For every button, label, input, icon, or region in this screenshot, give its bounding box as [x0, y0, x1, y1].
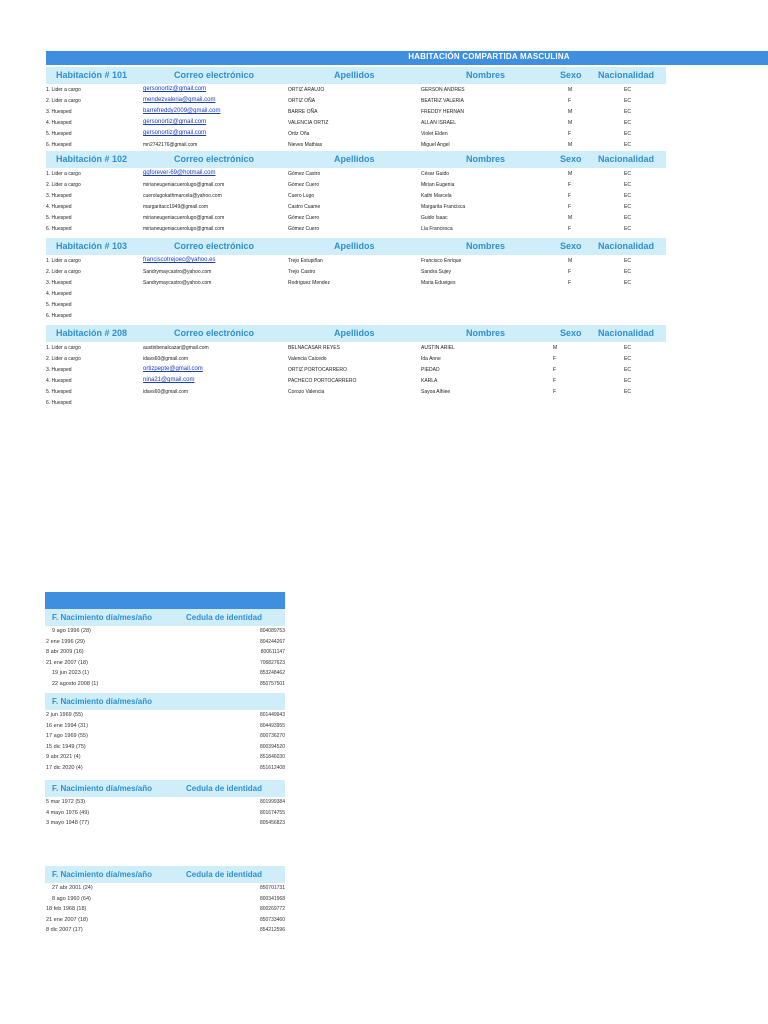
room-header — [46, 325, 666, 342]
cell-sexo: F — [568, 193, 572, 199]
cell-nombres: Maria Eduviges — [421, 280, 456, 286]
cell-nombres: Violet Elden — [421, 131, 448, 137]
birth-row — [45, 732, 285, 743]
cell-rol: 3. Huesped — [46, 109, 72, 115]
cell-sexo: F — [568, 98, 572, 104]
cell-nombres: Sandra Sujey — [421, 269, 452, 275]
header-correo: Correo electrónico — [174, 328, 255, 338]
cell-nombres: Margarita Francisca — [421, 204, 466, 210]
cell-nombres: BEATRIZ VALERIA — [421, 98, 464, 104]
cell-rol: 6. Huesped — [46, 313, 72, 319]
cell-apellidos: Nieves Mathias — [288, 142, 323, 148]
cell-cedula: 801449943 — [259, 712, 285, 718]
email-link[interactable]: nina21@gmail.com — [143, 377, 195, 383]
cell-nacionalidad: EC — [624, 182, 631, 188]
email-link[interactable]: ggforever-69@hotmail.com — [143, 170, 216, 176]
cell-apellidos: Valencia Caicedo — [288, 356, 327, 362]
header-sexo: Sexo — [560, 241, 582, 251]
cell-sexo: F — [568, 182, 572, 188]
cell-cedula: 850757501 — [259, 680, 285, 687]
cell-sexo: M — [568, 109, 573, 115]
cell-rol: 4. Huesped — [46, 291, 72, 297]
cell-nacionalidad: EC — [624, 215, 631, 221]
cell-fecha: 17 ago 1969 (55) — [46, 733, 88, 739]
cell-fecha: 8 ago 1960 (64) — [52, 895, 91, 902]
table-row — [46, 376, 666, 387]
cell-rol: 3. Huesped — [46, 280, 72, 286]
cell-nombres: Miguel Angel — [421, 142, 450, 148]
birth-row — [45, 926, 285, 937]
table-row — [46, 85, 666, 96]
birth-row — [45, 648, 285, 659]
table-row — [46, 118, 666, 129]
email-link[interactable]: gersonortiz@gmail.com — [143, 86, 207, 92]
cell-rol: 4. Huesped — [46, 120, 72, 126]
birth-row — [45, 627, 285, 638]
header-cedula: Cedula de identidad — [186, 784, 263, 793]
room-label: Habitación # 208 — [56, 328, 128, 338]
cell-rol: 2. Lider a cargo — [46, 356, 81, 362]
cell-rol: 2. Lider a cargo — [46, 98, 81, 104]
cell-sexo: F — [553, 367, 557, 373]
cell-fecha: 18 feb 1968 (18) — [46, 906, 87, 912]
cell-cedula: 801674755 — [259, 809, 285, 816]
birth-row — [45, 669, 285, 680]
cell-apellidos: Cuero Lugo — [288, 193, 315, 199]
cell-apellidos: Ortiz Oña — [288, 131, 310, 137]
cell-apellidos: Trejo Castro — [288, 269, 316, 275]
cell-rol: 5. Huesped — [46, 215, 72, 221]
header-nacionalidad: Nacionalidad — [598, 241, 655, 251]
cell-correo: mirianeugeniacuerolugo@gmail.com — [143, 182, 225, 188]
birth-row — [45, 809, 285, 820]
header-apellidos: Apellidos — [334, 154, 375, 164]
birth-row — [45, 798, 285, 809]
cell-apellidos: ORTIZ ARAUJO — [288, 87, 325, 93]
header-fecha-nacimiento: F. Nacimiento día/mes/año — [52, 870, 153, 879]
birth-row — [45, 764, 285, 775]
cell-fecha: 27 abr 2001 (24) — [52, 885, 93, 891]
header-cedula: Cedula de identidad — [186, 870, 263, 879]
header-apellidos: Apellidos — [334, 70, 375, 80]
cell-fecha: 19 jun 2023 (1) — [52, 670, 89, 676]
cell-apellidos: Gómez Castro — [288, 171, 321, 177]
cell-sexo: M — [568, 142, 573, 148]
cell-rol: 3. Huesped — [46, 367, 72, 373]
cell-apellidos: ORTIZ PORTOCARRERO — [288, 367, 347, 373]
table-row — [46, 169, 666, 180]
header-correo: Correo electrónico — [174, 154, 255, 164]
cell-correo: idavs60@gmail.com — [143, 356, 189, 362]
cell-fecha: 22 agosto 2008 (1) — [52, 680, 99, 687]
cell-cedula: 800611147 — [260, 649, 285, 655]
cell-apellidos: Gómez Cuero — [288, 215, 320, 221]
cell-rol: 6. Huesped — [46, 400, 72, 406]
cell-nacionalidad: EC — [624, 280, 631, 286]
cell-nombres: AUSTIN ARIEL — [421, 345, 455, 351]
cell-apellidos: BARRE OÑA — [288, 109, 318, 115]
cell-rol: 1. Lider a cargo — [46, 258, 81, 264]
cell-nacionalidad: EC — [624, 258, 631, 264]
table-row — [46, 365, 666, 376]
cell-rol: 3. Huesped — [46, 193, 72, 199]
cell-nacionalidad: EC — [624, 226, 631, 232]
cell-correo: mn2742176@gmail.com — [143, 142, 198, 148]
cell-nacionalidad: EC — [624, 109, 631, 115]
room-header — [46, 67, 666, 84]
cell-sexo: M — [568, 258, 573, 264]
cell-correo: margaritacc1949@gmail.com — [143, 204, 209, 210]
cell-nacionalidad: EC — [624, 193, 631, 199]
cell-rol: 5. Huesped — [46, 389, 72, 395]
cell-rol: 4. Huesped — [46, 378, 72, 384]
table-row — [46, 213, 666, 224]
header-correo: Correo electrónico — [174, 70, 255, 80]
cell-correo: idavs60@gmail.com — [143, 389, 189, 395]
birth-row — [45, 743, 285, 754]
table-row — [46, 311, 666, 322]
cell-nombres: Lía Francesca — [421, 226, 453, 232]
cell-apellidos: Rodriguez Mendez — [288, 280, 330, 286]
email-link[interactable]: ortizpepte@gmail.com — [143, 366, 203, 372]
cell-rol: 1. Lider a cargo — [46, 345, 81, 351]
cell-nacionalidad: EC — [624, 345, 631, 351]
header-sexo: Sexo — [560, 70, 582, 80]
cell-cedula: 706827623 — [259, 659, 285, 666]
cell-nombres: KARLA — [421, 378, 438, 384]
cell-rol: 2. Lider a cargo — [46, 182, 81, 188]
cell-fecha: 15 dic 1949 (75) — [46, 743, 86, 750]
cell-nacionalidad: EC — [624, 378, 631, 384]
cell-fecha: 21 ene 2007 (18) — [46, 916, 88, 923]
table-row — [46, 191, 666, 202]
header-fecha-nacimiento: F. Nacimiento día/mes/año — [52, 613, 153, 622]
cell-correo: mirianeugeniacuerolugo@gmail.com — [143, 226, 225, 232]
cell-cedula: 850733460 — [259, 916, 285, 923]
cell-nombres: ALLAN ISRAEL — [421, 120, 457, 126]
cell-cedula: 805456823 — [259, 820, 285, 826]
cell-apellidos: PACHECO PORTOCARRERO — [288, 378, 357, 384]
birth-row — [45, 722, 285, 733]
header-nombres: Nombres — [466, 154, 506, 164]
cell-fecha: 21 ene 2007 (18) — [46, 659, 88, 666]
birth-row — [45, 895, 285, 906]
cell-fecha: 2 ene 1996 (29) — [46, 638, 85, 645]
cell-cedula: 804493955 — [259, 722, 285, 729]
cell-sexo: F — [568, 280, 572, 286]
birth-header — [45, 780, 285, 797]
cell-sexo: M — [568, 171, 573, 177]
email-link[interactable]: gersonortiz@gmail.com — [143, 130, 207, 136]
cell-fecha: 2 jun 1969 (55) — [46, 712, 83, 718]
title-bar — [46, 51, 768, 65]
cell-sexo: F — [553, 378, 557, 384]
room-label: Habitación # 102 — [56, 154, 128, 164]
cell-rol: 6. Huesped — [46, 142, 72, 148]
email-link[interactable]: barrefreddy2009@gmail.com — [143, 108, 221, 114]
birth-row — [45, 819, 285, 830]
cell-nacionalidad: EC — [624, 87, 631, 93]
cell-rol: 5. Huesped — [46, 302, 72, 308]
header-nombres: Nombres — [466, 328, 506, 338]
cell-nacionalidad: EC — [624, 269, 631, 275]
cell-cedula: 854212596 — [259, 927, 285, 933]
table-row — [46, 278, 666, 289]
birth-row — [45, 680, 285, 691]
cell-fecha: 4 mayo 1976 (49) — [46, 809, 90, 816]
cell-apellidos: Gómez Cuero — [288, 182, 320, 188]
cell-rol: 1. Lider a cargo — [46, 87, 81, 93]
cell-fecha: 3 mayo 1948 (77) — [46, 820, 90, 826]
cell-cedula: 853248462 — [259, 670, 285, 676]
room-header — [46, 151, 666, 168]
email-link[interactable]: gersonortiz@gmail.com — [143, 119, 207, 125]
cell-nacionalidad: EC — [624, 171, 631, 177]
header-apellidos: Apellidos — [334, 241, 375, 251]
header-fecha-nacimiento: F. Nacimiento día/mes/año — [52, 784, 153, 793]
cell-nacionalidad: EC — [624, 98, 631, 104]
cell-sexo: M — [553, 345, 558, 351]
cell-cedula: 800341968 — [259, 895, 285, 902]
cell-apellidos: Gómez Cuero — [288, 226, 320, 232]
cell-nacionalidad: EC — [624, 367, 631, 373]
cell-correo: Sandrymaycastro@yahoo.com — [143, 280, 212, 286]
cell-nacionalidad: EC — [624, 389, 631, 395]
table-row — [46, 180, 666, 191]
cell-rol: 5. Huesped — [46, 131, 72, 137]
cell-apellidos: Corozo Valencia — [288, 389, 325, 395]
email-link[interactable]: mendezvaleria@gmail.com — [143, 97, 216, 103]
cell-nacionalidad: EC — [624, 356, 631, 362]
header-nacionalidad: Nacionalidad — [598, 328, 655, 338]
cell-cedula: 851846030 — [259, 754, 285, 760]
table-row — [46, 107, 666, 118]
cell-cedula: 804089753 — [259, 628, 285, 634]
cell-apellidos: ORTIZ OÑA — [288, 98, 316, 104]
cell-cedula: 851612408 — [259, 764, 285, 771]
header-sexo: Sexo — [560, 328, 582, 338]
cell-nombres: GERSON ANDRES — [421, 87, 465, 93]
cell-correo: austinbenalcazar@gmail.com — [143, 345, 209, 351]
cell-fecha: 8 abr 2009 (16) — [46, 649, 84, 655]
table-row — [46, 96, 666, 107]
cell-fecha: 9 abr 2021 (4) — [46, 754, 81, 760]
cell-rol: 4. Huesped — [46, 204, 72, 210]
cell-apellidos: Trejo Estupiñan — [288, 258, 323, 264]
table-row — [46, 202, 666, 213]
cell-sexo: F — [568, 204, 572, 210]
cell-nombres: César Guido — [421, 171, 450, 177]
email-link[interactable]: franciscotrejoec@yahoo.es — [143, 257, 216, 263]
cell-nombres: Guido Isaac — [421, 215, 448, 221]
table-row — [46, 267, 666, 278]
birth-table-bar — [45, 592, 285, 609]
cell-cedula: 850701731 — [259, 885, 285, 891]
cell-nacionalidad: EC — [624, 142, 631, 148]
header-nacionalidad: Nacionalidad — [598, 70, 655, 80]
cell-fecha: 16 ene 1994 (31) — [46, 722, 88, 729]
birth-row — [45, 753, 285, 764]
table-row — [46, 224, 666, 235]
birth-row — [45, 659, 285, 670]
cell-sexo: F — [568, 131, 572, 137]
cell-nombres: Kathi Marcela — [421, 193, 452, 199]
cell-cedula: 800269772 — [259, 906, 285, 912]
table-row — [46, 289, 666, 300]
birth-header — [45, 693, 285, 710]
cell-apellidos: Castro Cuame — [288, 204, 321, 210]
cell-cedula: 800394520 — [259, 743, 285, 750]
cell-sexo: F — [553, 356, 557, 362]
table-row — [46, 387, 666, 398]
table-row — [46, 140, 666, 151]
cell-nombres: Sayoa Alhiee — [421, 389, 451, 395]
cell-fecha: 9 ago 1996 (28) — [52, 628, 91, 634]
birth-row — [45, 638, 285, 649]
header-nombres: Nombres — [466, 70, 506, 80]
table-row — [46, 343, 666, 354]
cell-fecha: 8 dic 2007 (17) — [46, 927, 83, 933]
table-row — [46, 129, 666, 140]
cell-fecha: 17 dic 2020 (4) — [46, 764, 83, 771]
birth-row — [45, 884, 285, 895]
header-cedula: Cedula de identidad — [186, 613, 263, 622]
sheet-title: HABITACIÓN COMPARTIDA MASCULINA — [408, 52, 570, 61]
cell-nombres: PIEDAD — [421, 367, 440, 373]
table-row — [46, 354, 666, 365]
birth-header — [45, 866, 285, 883]
cell-nacionalidad: EC — [624, 131, 631, 137]
birth-row — [45, 905, 285, 916]
cell-sexo: M — [568, 120, 573, 126]
cell-rol: 6. Huesped — [46, 226, 72, 232]
birth-header — [45, 609, 285, 626]
cell-cedula: 804244267 — [259, 638, 285, 645]
cell-nacionalidad: EC — [624, 120, 631, 126]
cell-nacionalidad: EC — [624, 204, 631, 210]
cell-correo: Sandrymaycastro@yahoo.com — [143, 269, 212, 275]
cell-rol: 2. Lider a cargo — [46, 269, 81, 275]
table-row — [46, 300, 666, 311]
header-sexo: Sexo — [560, 154, 582, 164]
cell-apellidos: BELNACASAR REYES — [288, 345, 340, 351]
birth-row — [45, 711, 285, 722]
birth-row — [45, 916, 285, 927]
header-apellidos: Apellidos — [334, 328, 375, 338]
room-label: Habitación # 103 — [56, 241, 128, 251]
cell-cedula: 800736270 — [259, 733, 285, 739]
room-label: Habitación # 101 — [56, 70, 128, 80]
cell-nombres: FREDDY HERNAN — [421, 109, 464, 115]
cell-correo: cuerolugokathmarcela@yahoo.com — [143, 193, 222, 199]
cell-nombres: Mirian Eugenia — [421, 182, 455, 188]
table-row — [46, 398, 666, 409]
cell-sexo: F — [568, 226, 572, 232]
cell-nombres: Ida Anne — [421, 356, 441, 362]
cell-rol: 1. Lider a cargo — [46, 171, 81, 177]
cell-cedula: 801999384 — [259, 799, 285, 805]
cell-fecha: 5 mar 1972 (53) — [46, 799, 86, 805]
header-nacionalidad: Nacionalidad — [598, 154, 655, 164]
header-correo: Correo electrónico — [174, 241, 255, 251]
cell-sexo: F — [568, 269, 572, 275]
cell-sexo: F — [553, 389, 557, 395]
cell-nombres: Francisco Enrique — [421, 258, 462, 264]
header-fecha-nacimiento: F. Nacimiento día/mes/año — [52, 697, 153, 706]
table-row — [46, 256, 666, 267]
cell-apellidos: VALENCIA ORTIZ — [288, 120, 329, 126]
header-nombres: Nombres — [466, 241, 506, 251]
room-header — [46, 238, 666, 255]
cell-sexo: M — [568, 87, 573, 93]
cell-correo: mirianeugeniacuerolugo@gmail.com — [143, 215, 225, 221]
cell-sexo: M — [568, 215, 573, 221]
